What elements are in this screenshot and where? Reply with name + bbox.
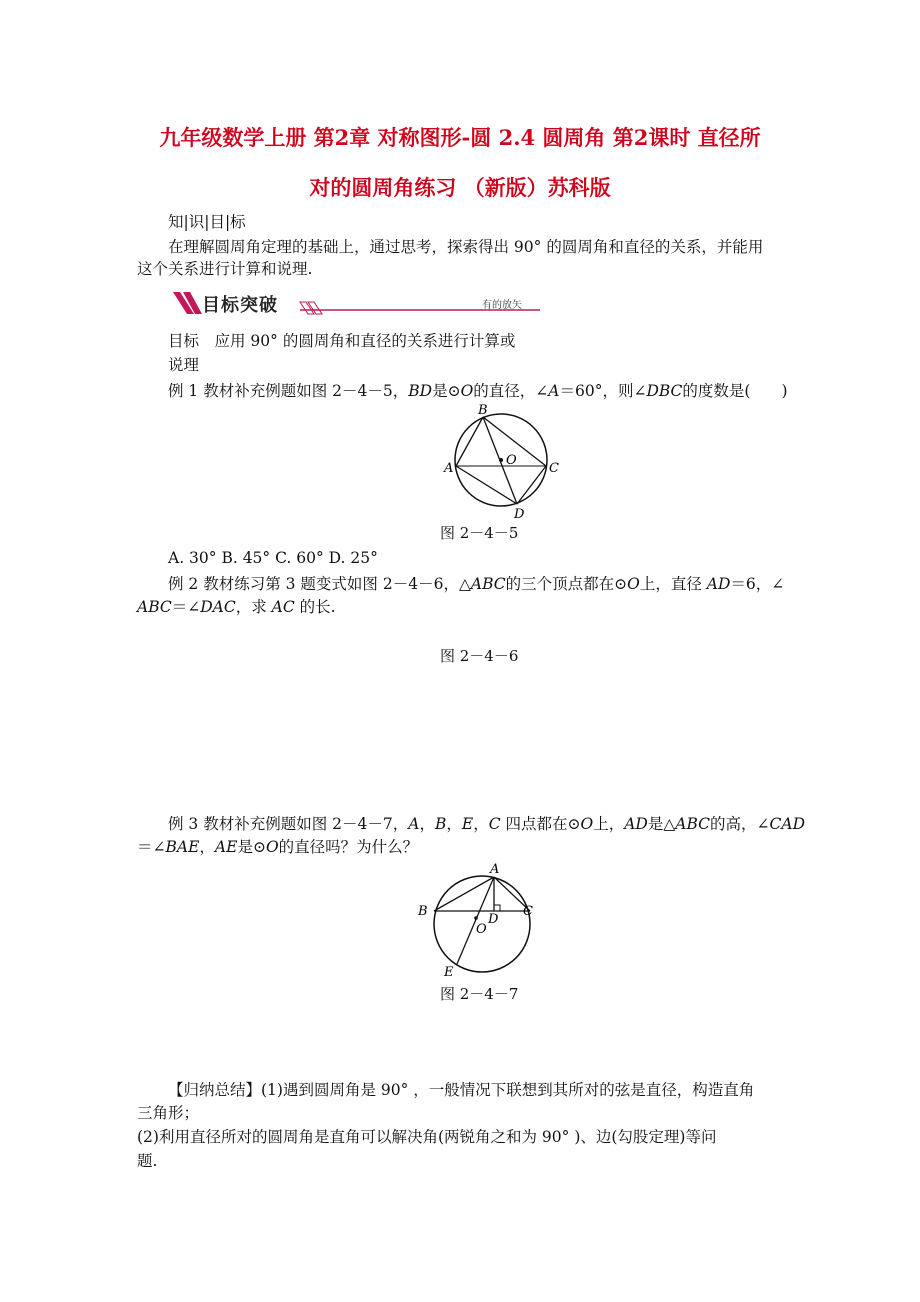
label-b: B <box>418 904 428 919</box>
center-dot <box>499 458 503 462</box>
label-d: D <box>514 507 525 522</box>
goal-line1: 目标 应用 90° 的圆周角和直径的关系进行计算或 <box>168 332 516 350</box>
example1-options: A. 30° B. 45° C. 60° D. 25° <box>168 549 378 567</box>
figure-caption-2-4-7: 图 2－4－7 <box>440 985 519 1003</box>
label-o: O <box>506 453 517 468</box>
example2-question-line1: 例 2 教材练习第 3 题变式如图 2－4－6，△ABC的三个顶点都在⊙O上，直径 AD＝6，∠ <box>168 575 785 593</box>
label-a: A <box>444 461 454 476</box>
figure-2-4-7 <box>412 860 542 982</box>
label-a: A <box>490 862 500 877</box>
label-c: C <box>549 461 559 476</box>
knowledge-heading: 知|识|目|标 <box>168 213 246 231</box>
example1-question: 例 1 教材补充例题如图 2－4－5，BD是⊙O的直径，∠A＝60°，则∠DBC的度数是( ) <box>168 382 788 400</box>
page-title-line2: 对的圆周角练习 （新版）苏科版 <box>309 175 611 200</box>
banner-note: 有的放矢 <box>482 300 522 311</box>
figure-2-4-5 <box>430 398 570 522</box>
label-d: D <box>488 912 499 927</box>
right-angle-mark <box>494 905 500 911</box>
example3-question-line1: 例 3 教材补充例题如图 2－4－7，A，B，E，C 四点都在⊙O上，AD是△ABC的高，∠CAD <box>168 815 805 833</box>
example3-question-line2: ＝∠BAE，AE是⊙O的直径吗？为什么？ <box>137 838 419 856</box>
label-e: E <box>444 965 454 980</box>
summary-line3: (2)利用直径所对的圆周角是直角可以解决角(两锐角之和为 90° )、边(勾股定理)等问 <box>137 1128 717 1146</box>
label-o: O <box>476 922 487 937</box>
goal-line2: 说理 <box>168 356 200 374</box>
knowledge-text-line2: 这个关系进行计算和说理. <box>137 260 313 278</box>
center-dot <box>474 916 478 920</box>
figure-caption-2-4-6: 图 2－4－6 <box>440 647 519 665</box>
example2-question-line2: ABC＝∠DAC，求 AC 的长. <box>137 598 336 616</box>
banner-title: 目标突破 <box>202 295 278 316</box>
summary-line1: 【归纳总结】(1)遇到圆周角是 90° ，一般情况下联想到其所对的弦是直径，构造直角 <box>168 1081 755 1099</box>
label-c: C <box>523 904 533 919</box>
knowledge-text-line1: 在理解圆周角定理的基础上，通过思考，探索得出 90° 的圆周角和直径的关系，并能用 <box>168 238 764 256</box>
figure-caption-2-4-5: 图 2－4－5 <box>440 524 519 542</box>
page-title-line1: 九年级数学上册 第2章 对称图形-圆 2.4 圆周角 第2课时 直径所 <box>159 125 761 150</box>
label-b: B <box>478 403 488 418</box>
summary-line4: 题. <box>137 1152 158 1170</box>
summary-line2: 三角形； <box>137 1104 200 1122</box>
